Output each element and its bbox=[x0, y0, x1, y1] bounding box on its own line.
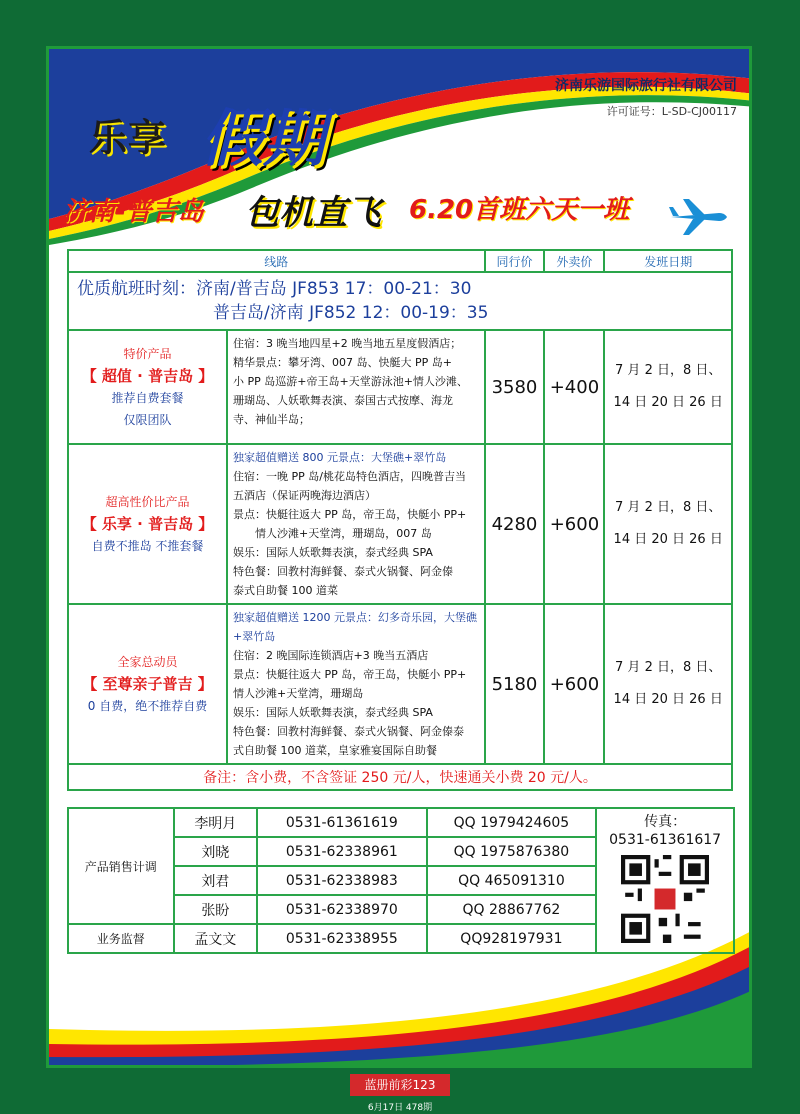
retail-price: +400 bbox=[544, 330, 604, 444]
detail-line: 五酒店（保证两晚海边酒店） bbox=[233, 489, 376, 502]
table-row bbox=[68, 604, 732, 764]
qr-code bbox=[621, 855, 709, 943]
flight-return: 普吉岛/济南 JF852 12：00-19：35 bbox=[213, 303, 489, 323]
fax-label: 传真： bbox=[644, 814, 687, 830]
detail-line: 式自助餐 100 道菜，皇家雅宴国际自助餐 bbox=[233, 744, 437, 757]
product-type: 特价产品 bbox=[123, 347, 172, 361]
product-note: 自费不推岛 不推套餐 bbox=[91, 539, 204, 553]
contact-phone: 0531-62338970 bbox=[257, 895, 426, 924]
contact-row bbox=[68, 808, 734, 837]
detail-line: 精华景点：攀牙湾、007 岛、快艇大 PP 岛+ bbox=[233, 356, 452, 369]
peer-price: 3580 bbox=[485, 330, 545, 444]
peer-price: 5180 bbox=[485, 604, 545, 764]
contact-phone: 0531-62338955 bbox=[257, 924, 426, 953]
detail-line: 住宿：一晚 PP 岛/桃花岛特色酒店，四晚普吉当 bbox=[233, 470, 466, 483]
product-note: 推荐自费套餐 bbox=[111, 391, 184, 405]
detail-line: 住宿：3 晚当地四星+2 晚当地五星度假酒店； bbox=[233, 337, 462, 350]
product-details bbox=[227, 605, 484, 763]
company-name: 济南乐游国际旅行社有限公司 bbox=[555, 78, 737, 94]
dates-line: 7 月 2 日，8 日、 bbox=[615, 500, 722, 515]
peer-price: 4280 bbox=[485, 444, 545, 604]
product-name-cell bbox=[69, 331, 227, 443]
detail-line: 小 PP 岛巡游+帝王岛+天堂游泳池+情人沙滩、 bbox=[233, 375, 468, 388]
product-name: 【 超值 · 普吉岛 】 bbox=[81, 367, 214, 385]
retail-price: +600 bbox=[544, 444, 604, 604]
contacts-table bbox=[67, 807, 735, 954]
bonus-line: 独家超值赠送 800 元景点：大堡礁+翠竹岛 bbox=[233, 451, 447, 464]
detail-line: 景点：快艇往返大 PP 岛，帝王岛，快艇小 PP+ bbox=[233, 668, 467, 681]
product-table bbox=[67, 249, 733, 791]
product-name: 【 至尊亲子普吉 】 bbox=[82, 675, 213, 693]
contact-qq: QQ 28867762 bbox=[427, 895, 597, 924]
product-details bbox=[227, 445, 484, 603]
dates-line: 7 月 2 日，8 日、 bbox=[615, 660, 722, 675]
header-route: 线路 bbox=[68, 250, 485, 272]
departure-dates bbox=[604, 330, 732, 444]
role-supervisor: 业务监督 bbox=[68, 924, 174, 953]
product-details bbox=[227, 331, 484, 443]
product-name-cell bbox=[69, 605, 227, 763]
fax-number: 0531-61361617 bbox=[609, 832, 722, 848]
route-title: 济南-普吉岛 bbox=[63, 197, 204, 227]
header-retail-price: 外卖价 bbox=[544, 250, 604, 272]
logo-text-small: 乐享 bbox=[89, 116, 168, 160]
remark-text: 备注：含小费，不含签证 250 元/人，快速通关小费 20 元/人。 bbox=[68, 764, 732, 790]
contact-name: 刘君 bbox=[174, 866, 258, 895]
product-note: 0 自费，绝不推荐自费 bbox=[87, 699, 208, 713]
dates-line: 14 日 20 日 26 日 bbox=[613, 395, 723, 410]
detail-line: 住宿：2 晚国际连锁酒店+3 晚当五酒店 bbox=[233, 649, 429, 662]
contact-phone: 0531-62338961 bbox=[257, 837, 426, 866]
detail-line: 特色餐：回教村海鲜餐、泰式火锅餐、阿金傣泰 bbox=[233, 725, 464, 738]
header-dates: 发班日期 bbox=[604, 250, 732, 272]
detail-line: 泰式自助餐 100 道菜 bbox=[233, 584, 338, 597]
contact-name: 张盼 bbox=[174, 895, 258, 924]
contact-qq: QQ 465091310 bbox=[427, 866, 597, 895]
detail-line: 情人沙滩+天堂湾，珊瑚岛 bbox=[233, 687, 364, 700]
departure-dates bbox=[604, 444, 732, 604]
first-flight-title: 6.20首班六天一班 bbox=[409, 195, 630, 225]
airplane-icon bbox=[669, 197, 729, 237]
dates-line: 7 月 2 日，8 日、 bbox=[615, 363, 722, 378]
flights-cell bbox=[68, 272, 732, 330]
product-name-cell bbox=[69, 445, 227, 603]
detail-line: 情人沙滩+天堂湾，珊瑚岛，007 岛 bbox=[233, 527, 432, 540]
product-type: 全家总动员 bbox=[117, 655, 178, 669]
contact-qq: QQ 1979424605 bbox=[427, 808, 597, 837]
detail-line: 娱乐：国际人妖歌舞表演，泰式经典 SPA bbox=[233, 706, 433, 719]
remark-row bbox=[68, 764, 732, 790]
retail-price: +600 bbox=[544, 604, 604, 764]
table-row bbox=[68, 330, 732, 444]
contact-name: 刘晓 bbox=[174, 837, 258, 866]
bonus-line: 独家超值赠送 1200 元景点：幻多奇乐园，大堡礁+翠竹岛 bbox=[233, 611, 477, 643]
logo-text-big: 假期 bbox=[201, 102, 326, 175]
contact-phone: 0531-61361619 bbox=[257, 808, 426, 837]
contact-qq: QQ928197931 bbox=[427, 924, 597, 953]
license-number: 许可证号：L-SD-CJ00117 bbox=[606, 105, 737, 118]
table-header-row bbox=[68, 250, 732, 272]
detail-line: 寺、神仙半岛； bbox=[233, 413, 310, 426]
role-sales: 产品销售计调 bbox=[68, 808, 174, 924]
product-name: 【 乐享 · 普吉岛 】 bbox=[81, 515, 214, 533]
header-peer-price: 同行价 bbox=[485, 250, 545, 272]
detail-line: 特色餐：回教村海鲜餐、泰式火锅餐、阿金傣 bbox=[233, 565, 453, 578]
dates-line: 14 日 20 日 26 日 bbox=[613, 692, 723, 707]
charter-title: 包机直飞 bbox=[245, 193, 381, 233]
product-type: 超高性价比产品 bbox=[105, 495, 190, 509]
fax-cell bbox=[596, 808, 734, 953]
poster-sheet bbox=[46, 46, 752, 1068]
footer-label: 蓝册前彩123 bbox=[350, 1074, 450, 1096]
detail-line: 景点：快艇往返大 PP 岛，帝王岛，快艇小 PP+ bbox=[233, 508, 467, 521]
dates-line: 14 日 20 日 26 日 bbox=[613, 532, 723, 547]
contact-name: 李明月 bbox=[174, 808, 258, 837]
departure-dates bbox=[604, 604, 732, 764]
detail-line: 娱乐：国际人妖歌舞表演，泰式经典 SPA bbox=[233, 546, 433, 559]
detail-line: 珊瑚岛、人妖歌舞表演、泰国古式按摩、海龙 bbox=[233, 394, 453, 407]
flight-outbound: 优质航班时刻：济南/普吉岛 JF853 17：00-21：30 bbox=[77, 279, 472, 299]
flights-row bbox=[68, 272, 732, 330]
contact-phone: 0531-62338983 bbox=[257, 866, 426, 895]
contact-name: 孟文文 bbox=[174, 924, 258, 953]
contact-qq: QQ 1975876380 bbox=[427, 837, 597, 866]
table-row bbox=[68, 444, 732, 604]
issue-date: 6月17日 478期 bbox=[367, 1103, 433, 1113]
product-note: 仅限团队 bbox=[123, 413, 172, 427]
